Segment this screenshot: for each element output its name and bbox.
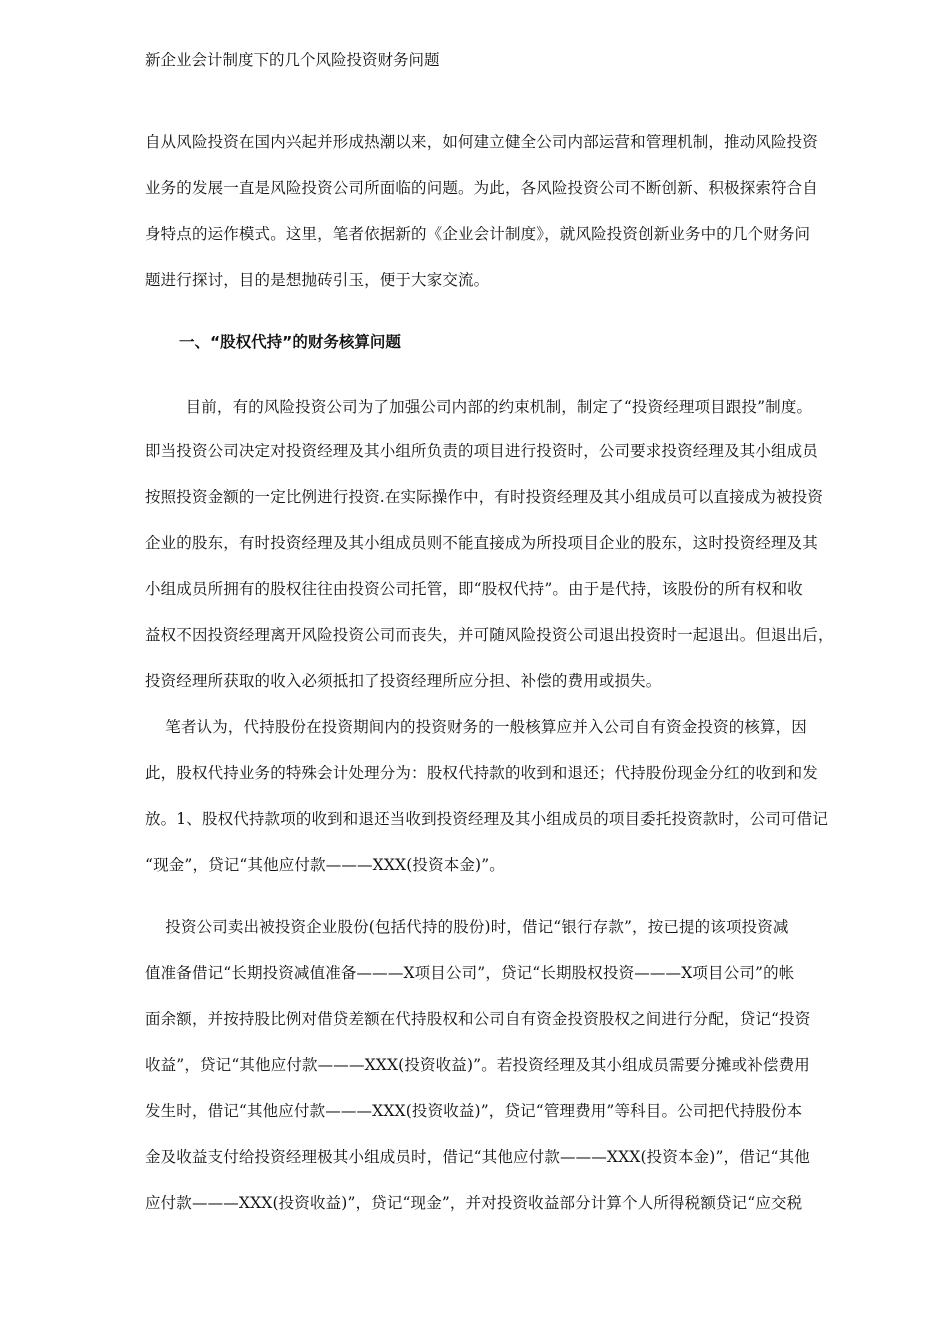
paragraph-line: 金及收益支付给投资经理极其小组成员时，借记“其他应付款———XXX(投资本金)”，借记“其他 — [145, 1148, 810, 1166]
paragraph-line: 目前，有的风险投资公司为了加强公司内部的约束机制，制定了“投资经理项目跟投”制度。 — [145, 398, 813, 416]
paragraph-line: 放。1、股权代持款项的收到和退还当收到投资经理及其小组成员的项目委托投资款时，公司可借记 — [145, 810, 828, 828]
paragraph-line: 面余额，并按持股比例对借贷差额在代持股权和公司自有资金投资股权之间进行分配，贷记“投资 — [145, 1010, 811, 1028]
paragraph-line: 业务的发展一直是风险投资公司所面临的问题。为此，各风险投资公司不断创新、积极探索符合自 — [145, 179, 818, 197]
paragraph-line: “现金”，贷记“其他应付款———XXX(投资本金)”。 — [145, 856, 505, 874]
section-heading: 一、“股权代持”的财务核算问题 — [179, 333, 401, 351]
paragraph-line: 笔者认为，代持股份在投资期间内的投资财务的一般核算应并入公司自有资金投资的核算，因 — [145, 718, 807, 736]
paragraph-line: 值准备借记“长期投资减值准备———X项目公司”，贷记“长期股权投资———X项目公司”的帐 — [145, 964, 795, 982]
paragraph-line: 应付款———XXX(投资收益)”，贷记“现金”，并对投资收益部分计算个人所得税额贷记“应交税 — [145, 1194, 803, 1212]
paragraph-line: 此，股权代持业务的特殊会计处理分为：股权代持款的收到和退还；代持股份现金分红的收到和发 — [145, 764, 818, 782]
paragraph-line: 自从风险投资在国内兴起并形成热潮以来，如何建立健全公司内部运营和管理机制，推动风险投资 — [145, 133, 818, 151]
paragraph-line: 益权不因投资经理离开风险投资公司而丧失，并可随风险投资公司退出投资时一起退出。但退出后， — [145, 626, 834, 644]
paragraph-line: 即当投资公司决定对投资经理及其小组所负责的项目进行投资时，公司要求投资经理及其小组成员 — [145, 442, 818, 460]
paragraph-line: 小组成员所拥有的股权往往由投资公司托管，即“股权代持”。由于是代持，该股份的所有权和收 — [145, 580, 803, 598]
paragraph-line: 身特点的运作模式。这里，笔者依据新的《企业会计制度》，就风险投资创新业务中的几个财务问 — [145, 225, 811, 243]
paragraph-line: 投资经理所获取的收入必须抵扣了投资经理所应分担、补偿的费用或损失。 — [145, 672, 662, 690]
paragraph-line: 按照投资金额的一定比例进行投资.在实际操作中，有时投资经理及其小组成员可以直接成为被投资 — [145, 488, 824, 506]
paragraph-line: 企业的股东，有时投资经理及其小组成员则不能直接成为所投项目企业的股东，这时投资经理及其 — [145, 534, 818, 552]
document-title: 新企业会计制度下的几个风险投资财务问题 — [145, 51, 440, 69]
paragraph-line: 题进行探讨，目的是想抛砖引玉，便于大家交流。 — [145, 271, 490, 289]
paragraph-line: 投资公司卖出被投资企业股份(包括代持的股份)时，借记“银行存款”，按已提的该项投资减 — [145, 918, 789, 936]
paragraph-line: 发生时，借记“其他应付款———XXX(投资收益)”，贷记“管理费用”等科目。公司把代持股份本 — [145, 1102, 803, 1120]
paragraph-line: 收益”，贷记“其他应付款———XXX(投资收益)”。若投资经理及其小组成员需要分摊或补偿费用 — [145, 1056, 810, 1074]
